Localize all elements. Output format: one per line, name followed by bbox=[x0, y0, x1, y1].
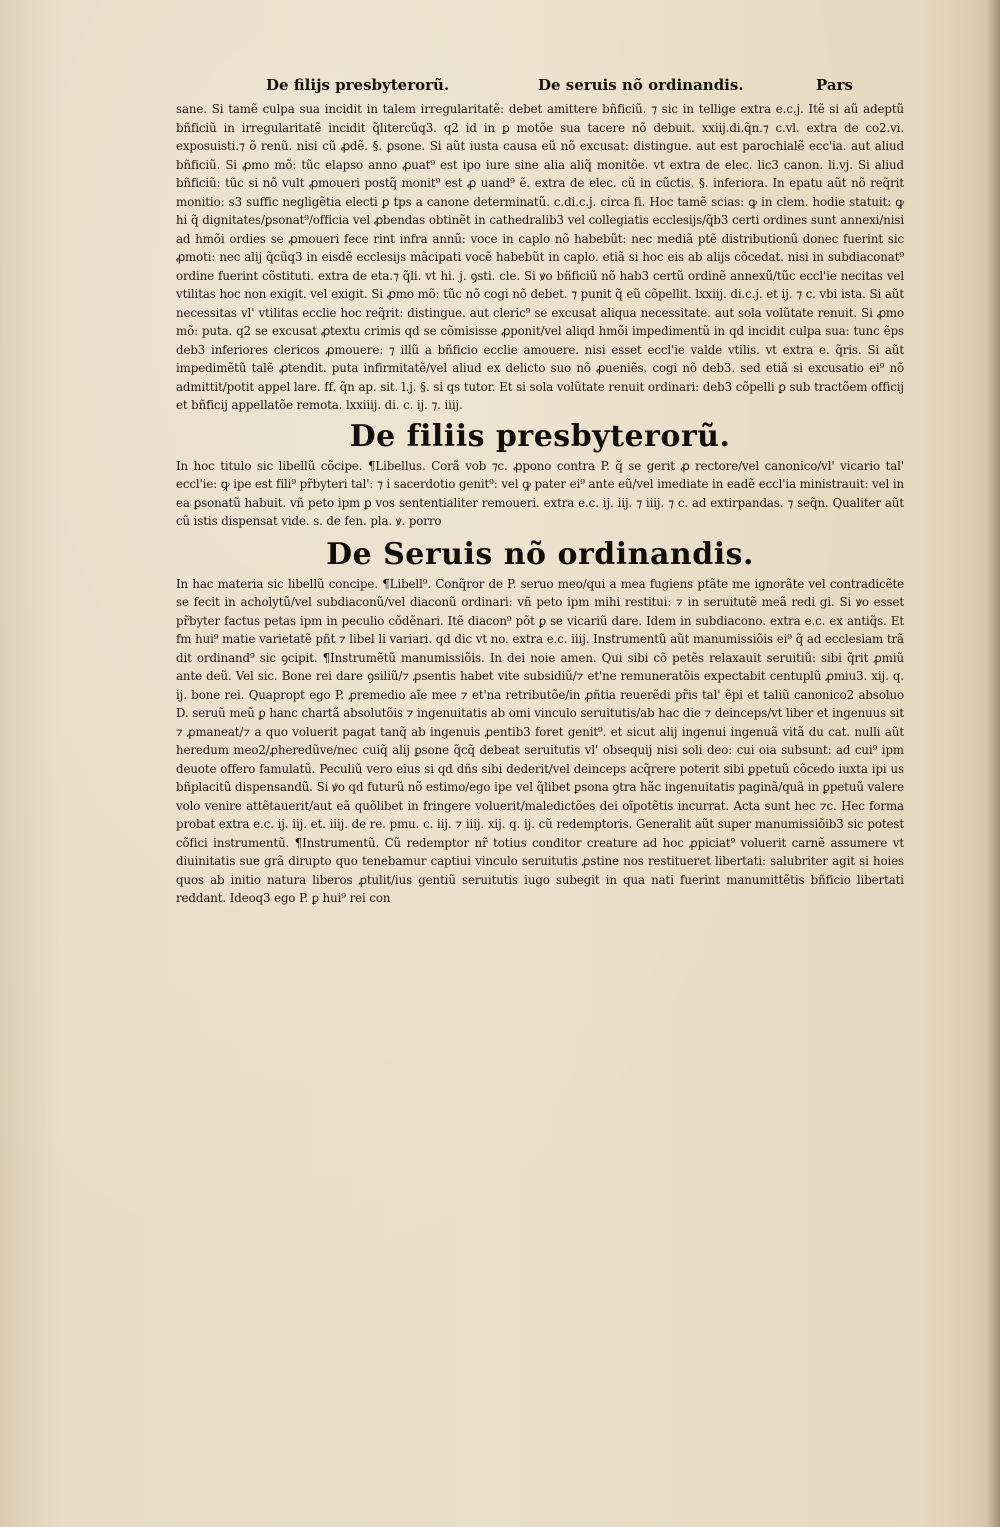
paragraph-de-seruis: In hac materia sic libellũ concipe. ¶Libell⁹. Conq̃ror de P. seruo meo/qui a mea fugiens ptãte me ignorãte vel contradicẽte se fecit in acholytũ/vel subdiaconũ/vel diaconũ ordinari: vñ peto ipm mihi restitui: ⁊ in seruitutẽ meã redi gi. Si ꝟo esset pr̃byter factus petas ipm in peculio cõdẽnari. Itẽ diacon⁹ põt ꝑ se vicariũ dare. Idem in subdiacono. extra e.c. ex antiq̃s. Et fm hui⁹ matie varietatẽ pñt ⁊ libel li variari. qd dic vt no. extra e.c. iiij. Instrumentũ aũt manumissiõis ei⁹ q̃ ad ecclesiam trã dit ordinand⁹ sic ꝯcipit. ¶Instrumẽtũ manumissiõis. In dei noie amen. Qui sibi cõ petẽs relaxauit seruitiũ: sibi q̃rit ꝓmiũ ante deũ. Vel sic. Bone rei dare ꝯsiliũ/⁊ ꝓsentis habet vite subsidiũ/⁊ et'ne remuneratõis expectabit centuplũ ꝓmiu3. xij. q. ij. bone rei. Quapropt ego P. ꝓremedio aĩe mee ⁊ et'na retributõe/in ꝓñtia reuerẽdi pr̃is tal' ẽpi et taliũ canonico2 absoluo D. seruũ meũ ꝑ hanc chartã absolutõis ⁊ ingenuitatis ab omi vinculo seruitutis/ab hac die ⁊ deinceps/vt liber et ingenuus sit ⁊ ꝓmaneat/⁊ a quo voluerit pagat tanq̃ ab ingenuis ꝓentib3 foret genit⁹. et sicut alij ingenui ingenuã vitã du cat. nulli aũt heredum meo2/ꝓheredũve/nec cuiq̃ alij ꝑsone q̃cq̃ debeat seruitutis vl' obsequij nisi soli deo: cui oia subsunt: ad cui⁹ ipm deuote offero famulatũ. Peculiũ vero eius si qd dñs sibi dederit/vel deinceps acq̃rere poterit sibi ꝑpetuũ cõcedo iuxta ipi us bñplacitũ dispensandũ. Si ꝟo qd futurũ nõ estimo/ego ipe vel q̃libet ꝑsona ꝯtra hãc ingenuitatis paginã/quã in ꝑpetuũ valere volo venire attẽtauerit/aut eã quõlibet in fringere voluerit/maledictões dei oĩpotẽtis incurrat. Acta sunt hec ⁊c. Hec forma probat extra e.c. ij. iij. et. iiij. de re. pmu. c. iij. ⁊ iiij. xij. q. ij. cũ redemptoris. Generalit aũt super manumissiõib3 sic potest cõfici instrumentũ. ¶Instrumentũ. Cũ redemptor nr̃ totius conditor creature ad hoc ꝓpiciat⁹ voluerit carnẽ assumere vt diuinitatis sue grã dirupto quo tenebamur captiui vinculo seruitutis ꝓstine nos restitueret libertati: salubriter agit si hoies quos ab initio natura liberos ꝓtulit/ius gentiũ seruitutis iugo subegit in qua nati fuerint manumittẽtis bñficio libertati reddant. Ideoq3 ego P. ꝑ hui⁹ rei con bbox=[176, 576, 904, 905]
heading-de-filiis-presbyterorum: De filiis presbyterorũ. bbox=[349, 418, 731, 454]
header-left-title: De filijs presbyterorũ. bbox=[266, 76, 450, 94]
header-part-label: Pars bbox=[816, 76, 853, 94]
paragraph-irregularity: sane. Si tamẽ culpa sua incidit in talem irregularitatẽ: debet amittere bñficiũ. ⁊ sic in tellige extra e.c.j. Itẽ si aũ adeptũ bñficiũ in irregularitatẽ incidit q̃litercũq3. q2 id in ꝑ motõe sua tacere nõ debuit. xxiij.di.q̃n.⁊ c.vl. extra de co2.vi. exposuisti.⁊ õ renũ. nisi cũ ꝓdẽ. §. ꝑsone. Si aũt iusta causa eũ nõ excusat: distingue. aut est parochialẽ ecc'ia. aut aliud bñficiũ. Si ꝓmo mõ: tũc elapso anno ꝓuat⁹ est ipo iure sine alia aliq̃ monitõe. vt extra de elec. lic3 canon. li.vj. Si aliud bñficiũ: tũc si nõ vult ꝓmoueri postq̃ monit⁹ est ꝓ uand⁹ ẽ. extra de elec. cũ in cũctis. §. inferiora. In epatu aũt nõ req̃rit monitio: s3 suffic negligẽtia electi ꝑ tps a canone determinatũ. c.di.c.j. circa fi. Hoc tamẽ scias: ꝙ in clem. hodie statuit: ꝙ hi q̃ dignitates/ꝑsonat⁹/officia vel ꝓbendas obtinẽt in cathedralib3 vel collegiatis ecclesijs/q̃b3 certi ordines sunt annexi/nisi ad hmõi ordies se ꝓmoueri fece rint infra annũ: voce in caplo nõ habebũt: nec mediã ptẽ distributionũ donec fuerint sic ꝓmoti: nec alij q̃cũq3 in eisdẽ ecclesijs mãcipati vocẽ habebũt in caplo. etiã si hoc eis ab alijs cõcedat. nisi in subdiaconat⁹ ordine fuerint cõstituti. extra de eta.⁊ q̃li. vt hi. j. ꝯsti. cle. Si ꝟo bñficiũ nõ hab3 certũ ordinẽ annexũ/tũc eccl'ie necitas vel vtilitas hoc non exigit. vel exigit. Si ꝓmo mõ: tũc nõ cogi nõ debet. ⁊ punit q̃ eũ cõpellit. lxxiij. di.c.j. et ij. ⁊ c. vbi ista. Si aũt necessitas vl' vtilitas ecclie hoc req̃rit: distingue. aut cleric⁹ se excusat aliqua necessitate. aut sola volũtate renuit. Si ꝓmo mõ: puta. q2 se excusat ꝓtextu crimis qd se cõmisisse ꝓponit/vel aliqd hmõi impedimentũ in qd incidit culpa sua: tunc ẽps deb3 inferiores clericos ꝓmouere: ⁊ illũ a bñficio ecclie amouere. nisi esset eccl'ie valde vtilis. vt extra e. q̃ris. Si aũt impedimẽtũ talẽ ꝓtendit. puta infirmitatẽ/vel aliud ex delicto suo nõ ꝓueniẽs. cogi nõ deb3. sed etiã si excusatio ei⁹ nõ admittit/potit appel lare. ff. q̃n ap. sit. l.j. §. si qs tutor. Et si sola volũtate renuit ordinari: deb3 cõpelli ꝑ sub tractõem officij et bñficij appellatõe remota. lxxiiij. di. c. ij. ⁊. iiij. bbox=[176, 102, 904, 412]
paragraph-de-filiis: In hoc titulo sic libellũ cõcipe. ¶Libellus. Corã vob ⁊c. ꝓpono contra P. q̃ se gerit ꝓ rectore/vel canonico/vl' vicario tal' eccl'ie: ꝙ ipe est fili⁹ pr̃byteri tal': ⁊ i sacerdotio genit⁹: vel ꝙ pater ei⁹ ante eũ/vel imediate in eadẽ eccl'ia ministrauit: vel in ea ꝑsonatũ habuit. vñ peto ipm ꝑ vos sententialiter remoueri. extra e.c. ij. iij. ⁊ iiij. ⁊ c. ad extirpandas. ⁊ seq̃n. Qualiter aũt cũ istis dispensat vide. s. de fen. pla. ꝟ. porro bbox=[176, 458, 904, 528]
running-header bbox=[176, 70, 904, 100]
page-gutter-shadow bbox=[986, 0, 1000, 1527]
header-center-title: De seruis nõ ordinandis. bbox=[538, 76, 744, 94]
text-block bbox=[176, 70, 904, 908]
heading-de-seruis-non-ordinandis: De Seruis nõ ordinandis. bbox=[326, 536, 754, 572]
